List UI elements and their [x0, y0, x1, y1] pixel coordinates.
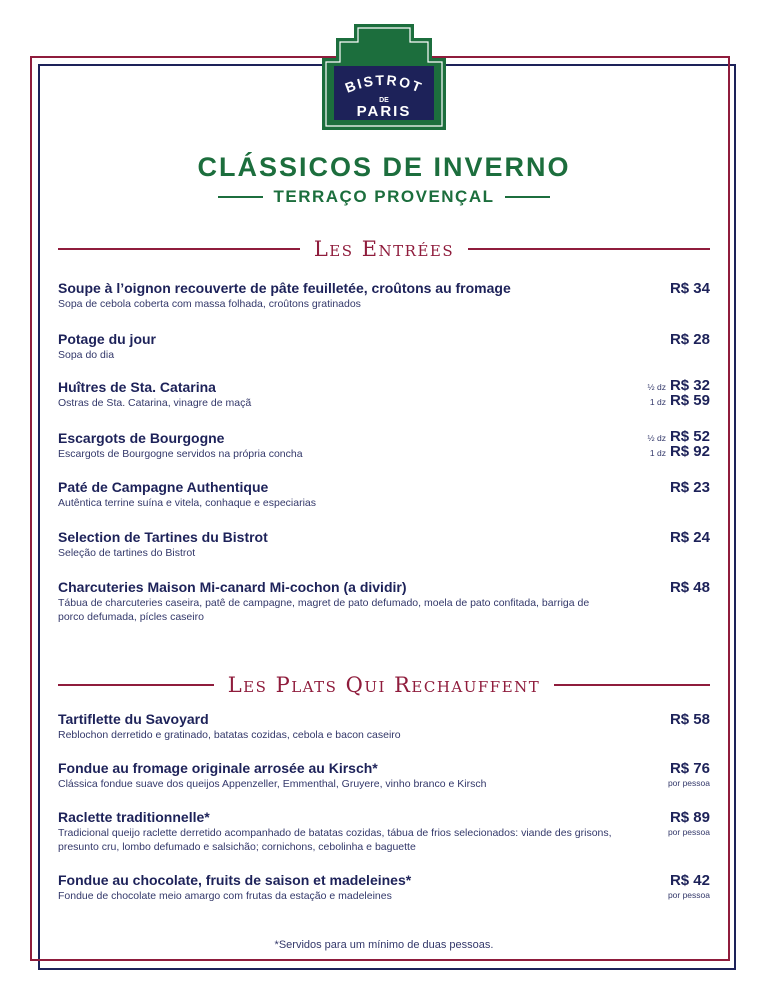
item-name: Charcuteries Maison Mi-canard Mi-cochon (a dividir) — [58, 579, 407, 595]
menu-item — [58, 331, 710, 362]
subtitle-rule-left — [218, 196, 263, 198]
section-title-entrees: Les Entrées — [313, 237, 455, 261]
item-name: Fondue au fromage originale arrosée au Kirsch* — [58, 760, 378, 776]
item-name: Paté de Campagne Authentique — [58, 479, 269, 495]
menu-item — [58, 760, 710, 791]
item-name: Fondue au chocolate, fruits de saison et madeleines* — [58, 872, 412, 888]
item-name: Escargots de Bourgogne — [58, 430, 225, 446]
menu-item — [58, 809, 710, 854]
item-name: Soupe à l’oignon recouverte de pâte feuilletée, croûtons au fromage — [58, 280, 511, 296]
item-price: R$ 28 — [669, 331, 710, 348]
footnote: *Servidos para um mínimo de duas pessoas. — [274, 939, 494, 951]
section-rule — [58, 248, 300, 250]
half-dozen-price: R$ 52 — [669, 428, 710, 445]
item-price: R$ 24 — [669, 529, 710, 546]
item-price: R$ 42 — [669, 872, 710, 889]
item-description: Fondue de chocolate meio amargo com frutas da estação e madeleines — [58, 890, 392, 902]
item-description: Tábua de charcuteries caseira, patê de campagne, magret de pato defumado, moela de pato confitada, barriga de porco defumada, pícles caseiro — [58, 597, 590, 623]
item-description: Clássica fondue suave dos queijos Appenzeller, Emmenthal, Gruyere, vinho branco e Kirsch — [58, 778, 487, 790]
section-title-plats: Les Plats Qui Rechauffent — [227, 673, 541, 697]
section-rule — [58, 684, 214, 686]
item-price: R$ 34 — [669, 280, 710, 297]
menu-subtitle: TERRAÇO PROVENÇAL — [273, 187, 495, 206]
menu-item — [58, 479, 710, 510]
subtitle-row — [0, 187, 768, 207]
menu-item — [58, 579, 710, 624]
item-description: Tradicional queijo raclette derretido acompanhado de batatas cozidas, tábua de frios selecionados: viande des grisons, presunto cru, lombo defumado e salsichão; cornichons, cebolinha e baguette — [58, 827, 612, 853]
logo-line2: DE — [379, 97, 389, 104]
section-header-entrees — [58, 237, 710, 261]
section-rule — [468, 248, 710, 250]
item-name: Raclette traditionnelle* — [58, 809, 210, 825]
item-description: Escargots de Bourgogne servidos na própria concha — [58, 448, 303, 460]
section-header-plats — [58, 673, 710, 697]
subtitle-rule-right — [505, 196, 550, 198]
price-per-person-note: por pessoa — [667, 890, 710, 900]
item-description: Seleção de tartines do Bistrot — [58, 547, 196, 559]
menu-item — [58, 379, 710, 410]
half-dozen-price: R$ 32 — [669, 377, 710, 394]
item-price-dozens — [648, 379, 710, 409]
dozen-label: 1 dz — [649, 397, 666, 407]
item-description: Sopa do dia — [58, 349, 115, 361]
logo-line3: PARIS — [356, 103, 412, 120]
item-description: Reblochon derretido e gratinado, batatas cozidas, cebola e bacon caseiro — [58, 729, 401, 741]
item-price-dozens — [648, 430, 710, 460]
bistrot-de-paris-logo — [314, 18, 454, 130]
dozen-price: R$ 92 — [669, 443, 710, 460]
item-description: Autêntica terrine suína e vitela, conhaque e especiarias — [58, 497, 316, 509]
item-price: R$ 89 — [669, 809, 710, 826]
item-name: Huîtres de Sta. Catarina — [58, 379, 216, 395]
menu-item — [58, 872, 710, 903]
item-price: R$ 58 — [669, 711, 710, 728]
item-price: R$ 48 — [669, 579, 710, 596]
item-name: Tartiflette du Savoyard — [58, 711, 209, 727]
item-price: R$ 23 — [669, 479, 710, 496]
price-per-person-note: por pessoa — [667, 827, 710, 837]
item-description: Sopa de cebola coberta com massa folhada, croûtons gratinados — [58, 298, 361, 310]
menu-item — [58, 280, 710, 311]
item-description: Ostras de Sta. Catarina, vinagre de maçã — [58, 397, 252, 409]
menu-item — [58, 711, 710, 742]
menu-item — [58, 529, 710, 560]
price-per-person-note: por pessoa — [667, 778, 710, 788]
half-dozen-label: ½ dz — [647, 433, 666, 443]
logo-line1: BISTROT — [342, 71, 426, 96]
menu-item — [58, 430, 710, 461]
item-price: R$ 76 — [669, 760, 710, 777]
dozen-price: R$ 59 — [669, 392, 710, 409]
section-rule — [554, 684, 710, 686]
menu-title: CLÁSSICOS DE INVERNO — [197, 152, 571, 182]
item-name: Selection de Tartines du Bistrot — [58, 529, 268, 545]
dozen-label: 1 dz — [649, 448, 666, 458]
half-dozen-label: ½ dz — [647, 382, 666, 392]
item-name: Potage du jour — [58, 331, 156, 347]
